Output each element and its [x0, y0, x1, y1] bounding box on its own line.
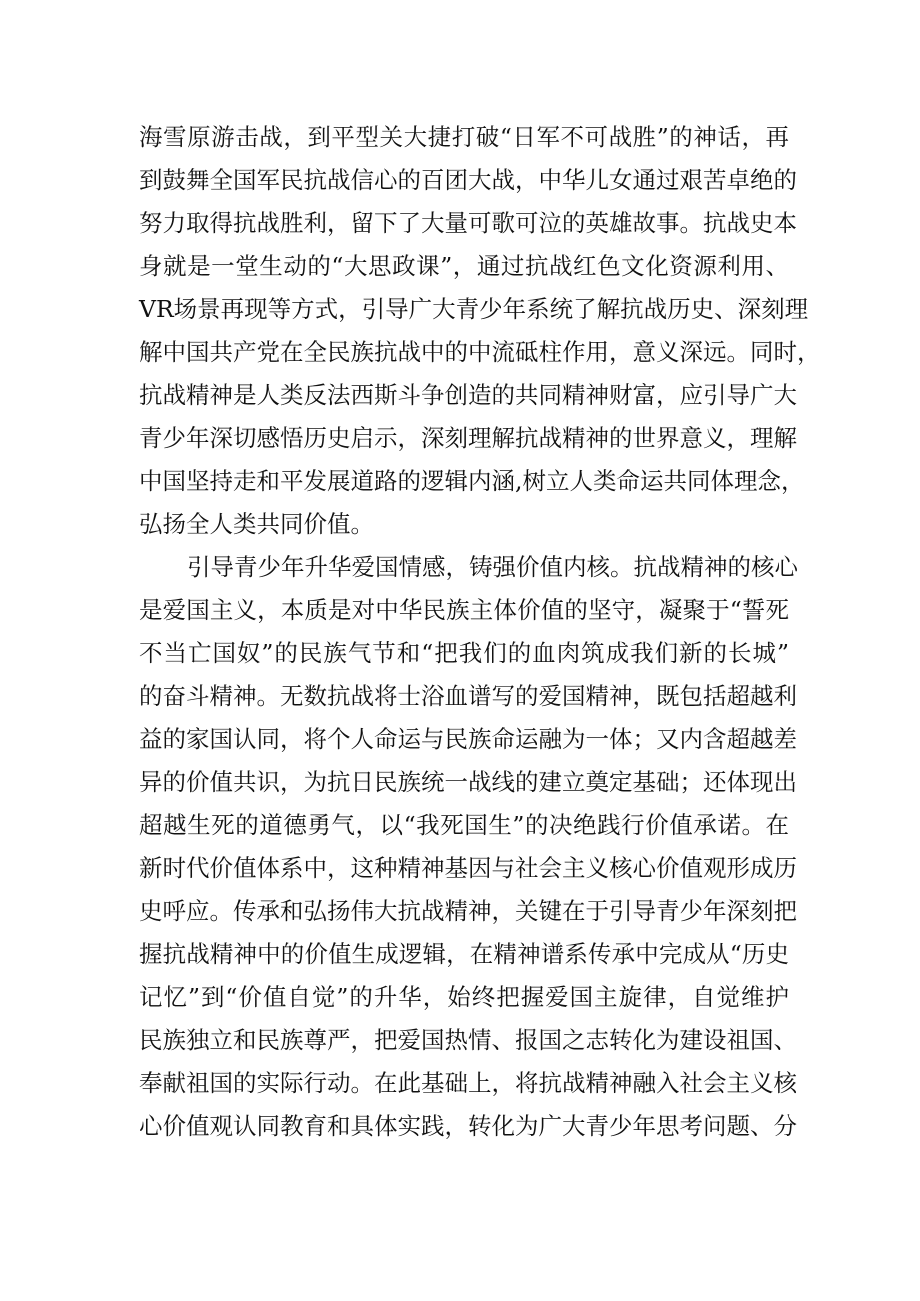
text-line: 奉献祖国的实际行动。在此基础上，将抗战精神融入社会主义核: [139, 1069, 797, 1097]
text-line: 努力取得抗战胜利，留下了大量可歌可泣的英雄故事。抗战史本: [139, 209, 797, 237]
text-line: 海雪原游击战，到平型关大捷打破“日军不可战胜”的神话，再: [139, 123, 789, 151]
text-line: 益的家国认同，将个人命运与民族命运融为一体；又内含超越差: [139, 725, 797, 753]
paragraph-end-line: 弘扬全人类共同价值。: [139, 510, 374, 538]
text-line: 是爱国主义，本质是对中华民族主体价值的坚守，凝聚于“誓死: [139, 596, 789, 624]
text-line: 抗战精神是人类反法西斯斗争创造的共同精神财富，应引导广大: [139, 381, 797, 409]
text-line: 新时代价值体系中，这种精神基因与社会主义核心价值观形成历: [139, 854, 797, 882]
text-line: 超越生死的道德勇气，以“我死国生”的决绝践行价值承诺。在: [139, 811, 789, 839]
text-line: 青少年深切感悟历史启示，深刻理解抗战精神的世界意义，理解: [139, 424, 797, 452]
text-line: 记忆”到“价值自觉”的升华，始终把握爱国主旋律，自觉维护: [139, 983, 789, 1011]
text-line: 身就是一堂生动的“大思政课”，通过抗战红色文化资源利用、: [139, 252, 789, 280]
text-line: VR场景再现等方式，引导广大青少年系统了解抗战历史、深刻理: [139, 295, 809, 323]
text-line: 心价值观认同教育和具体实践，转化为广大青少年思考问题、分: [139, 1112, 797, 1140]
text-line: 握抗战精神中的价值生成逻辑，在精神谱系传承中完成从“历史: [139, 940, 789, 968]
text-line: 中国坚持走和平发展道路的逻辑内涵,树立人类命运共同体理念，: [139, 467, 805, 495]
text-line: 异的价值共识，为抗日民族统一战线的建立奠定基础；还体现出: [139, 768, 797, 796]
text-line: 到鼓舞全国军民抗战信心的百团大战，中华儿女通过艰苦卓绝的: [139, 166, 797, 194]
text-line: 解中国共产党在全民族抗战中的中流砥柱作用，意义深远。同时，: [139, 338, 821, 366]
text-line: 史呼应。传承和弘扬伟大抗战精神，关键在于引导青少年深刻把: [139, 897, 797, 925]
text-line: 不当亡国奴”的民族气节和“把我们的血肉筑成我们新的长城”: [139, 639, 789, 667]
text-line: 民族独立和民族尊严，把爱国热情、报国之志转化为建设祖国、: [139, 1026, 797, 1054]
text-line: 的奋斗精神。无数抗战将士浴血谱写的爱国精神，既包括超越利: [139, 682, 797, 710]
body-text: [139, 116, 821, 1148]
paragraph-first-line: 引导青少年升华爱国情感，铸强价值内核。抗战精神的核心: [187, 553, 798, 581]
